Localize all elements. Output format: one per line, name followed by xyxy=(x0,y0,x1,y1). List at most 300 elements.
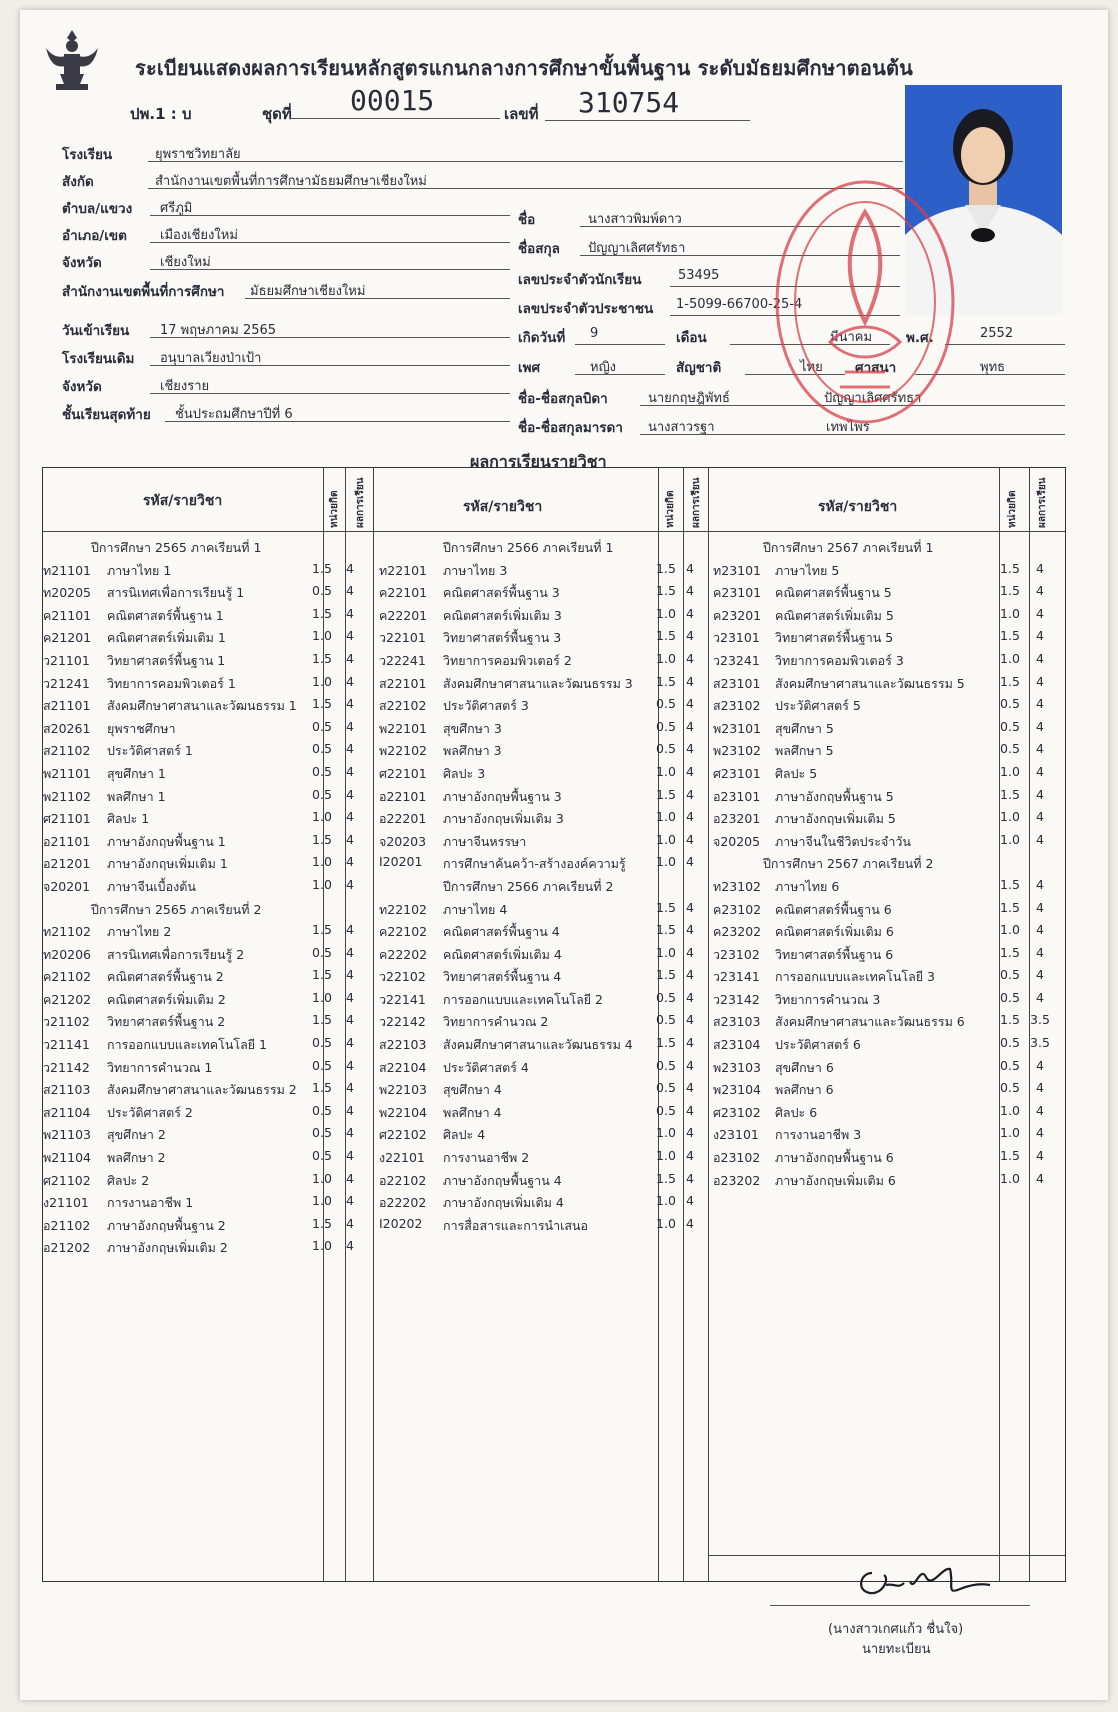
subject-code: อ23101 xyxy=(713,788,761,804)
subject-grade: 4 xyxy=(1036,922,1044,938)
results-column-3 xyxy=(713,538,1065,1193)
subject-code: ว21102 xyxy=(43,1014,90,1030)
subject-credit: 1.0 xyxy=(1000,922,1020,938)
subject-grade: 4 xyxy=(1036,1170,1044,1186)
subject-credit: 0.5 xyxy=(312,1102,332,1118)
sex-value: หญิง xyxy=(590,360,616,375)
subject-credit: 1.0 xyxy=(1000,605,1020,621)
subject-name: ภาษาอังกฤษเพิ่มเติม 4 xyxy=(443,1195,564,1211)
subject-grade: 3.5 xyxy=(1030,1012,1050,1028)
subject-row xyxy=(713,719,1065,742)
subdistrict-underline xyxy=(150,215,510,216)
subject-row xyxy=(713,900,1065,923)
subject-name: คณิตศาสตร์พื้นฐาน 1 xyxy=(107,607,224,623)
subject-grade: 4 xyxy=(1036,560,1044,576)
subject-name: ภาษาอังกฤษเพิ่มเติม 3 xyxy=(443,811,564,827)
father-surname-value: ปัญญาเลิศศรัทธา xyxy=(824,391,922,406)
subject-credit: 1.0 xyxy=(1000,1102,1020,1118)
subject-grade: 4 xyxy=(346,922,354,938)
subject-credit: 0.5 xyxy=(1000,1035,1020,1051)
subject-code: ว21142 xyxy=(43,1059,90,1075)
subject-name: การออกแบบและเทคโนโลยี 1 xyxy=(107,1037,267,1053)
subject-row xyxy=(713,787,1065,810)
subject-credit: 1.5 xyxy=(656,786,676,802)
subject-name: การงานอาชีพ 3 xyxy=(775,1127,862,1143)
subject-credit: 0.5 xyxy=(1000,1057,1020,1073)
subject-credit: 1.0 xyxy=(656,1125,676,1141)
subject-credit: 0.5 xyxy=(1000,696,1020,712)
subject-row xyxy=(43,1058,373,1081)
subject-name: ภาษาไทย 6 xyxy=(775,878,840,894)
subject-grade: 4 xyxy=(346,1102,354,1118)
subject-name: สุขศึกษา 3 xyxy=(443,720,502,736)
subject-credit: 1.5 xyxy=(656,673,676,689)
results-column-1 xyxy=(43,538,373,1261)
subject-code: ค22101 xyxy=(379,585,428,601)
subject-credit: 1.5 xyxy=(656,628,676,644)
subject-credit: 1.0 xyxy=(1000,650,1020,666)
subject-name: สุขศึกษา 1 xyxy=(107,765,166,781)
subject-row xyxy=(379,854,709,877)
subject-code: ส21104 xyxy=(43,1104,91,1120)
subject-code: อ23102 xyxy=(713,1150,761,1166)
subject-credit: 0.5 xyxy=(656,741,676,757)
col-grade-header: ผลการเรียน xyxy=(1037,477,1048,528)
birth-day-value: 9 xyxy=(590,326,599,341)
subject-credit: 1.0 xyxy=(312,854,332,870)
subject-credit: 0.5 xyxy=(656,1057,676,1073)
subject-credit: 1.5 xyxy=(1000,876,1020,892)
subject-name: ประวัติศาสตร์ 3 xyxy=(443,698,529,714)
district-value: เมืองเชียงใหม่ xyxy=(160,228,238,243)
subject-credit: 1.5 xyxy=(656,967,676,983)
subject-row xyxy=(379,990,709,1013)
subject-name: สุขศึกษา 5 xyxy=(775,720,834,736)
subject-credit: 1.0 xyxy=(312,628,332,644)
subject-code: ศ21101 xyxy=(43,811,91,827)
subject-credit: 0.5 xyxy=(1000,718,1020,734)
subject-code: จ20201 xyxy=(43,878,91,894)
birth-year-underline xyxy=(945,344,1065,345)
subject-name: สังคมศึกษาศาสนาและวัฒนธรรม 5 xyxy=(775,675,965,691)
subject-code: ส23102 xyxy=(713,698,761,714)
subject-credit: 1.0 xyxy=(1000,1170,1020,1186)
subject-name: สุขศึกษา 2 xyxy=(107,1127,166,1143)
subject-code: ท23102 xyxy=(713,878,762,894)
subject-name: คณิตศาสตร์พื้นฐาน 2 xyxy=(107,969,224,985)
subject-row xyxy=(43,990,373,1013)
table-header-divider xyxy=(43,531,1065,532)
subject-credit: 1.5 xyxy=(1000,628,1020,644)
subject-name: คณิตศาสตร์พื้นฐาน 6 xyxy=(775,901,892,917)
subject-grade: 4 xyxy=(686,696,694,712)
term-label: ปีการศึกษา 2565 ภาคเรียนที่ 1 xyxy=(91,540,262,555)
subject-grade: 4 xyxy=(346,1170,354,1186)
subject-grade: 4 xyxy=(1036,583,1044,599)
subject-grade: 4 xyxy=(686,1012,694,1028)
subject-name: สังคมศึกษาศาสนาและวัฒนธรรม 1 xyxy=(107,698,297,714)
subject-code: พ22101 xyxy=(379,720,428,736)
subject-name: การออกแบบและเทคโนโลยี 2 xyxy=(443,991,603,1007)
school-label: โรงเรียน xyxy=(62,147,113,163)
subject-credit: 1.0 xyxy=(656,944,676,960)
subject-grade: 4 xyxy=(686,1102,694,1118)
registrar-title: นายทะเบียน xyxy=(862,1642,931,1657)
subject-row xyxy=(713,606,1065,629)
subject-credit: 1.5 xyxy=(1000,673,1020,689)
term-header xyxy=(379,877,709,900)
prev-province-value: เชียงราย xyxy=(160,379,210,394)
subject-credit: 1.5 xyxy=(312,922,332,938)
subject-name: วิทยาศาสตร์พื้นฐาน 5 xyxy=(775,630,894,646)
subject-credit: 1.5 xyxy=(656,922,676,938)
subject-name: คณิตศาสตร์เพิ่มเติม 2 xyxy=(107,991,226,1007)
subject-code: พ22102 xyxy=(379,743,428,759)
subject-grade: 4 xyxy=(686,628,694,644)
birth-year-value: 2552 xyxy=(980,326,1014,341)
subject-name: การงานอาชีพ 2 xyxy=(443,1150,530,1166)
subject-credit: 0.5 xyxy=(1000,741,1020,757)
subject-row xyxy=(379,832,709,855)
subject-row xyxy=(379,1012,709,1035)
subject-row xyxy=(713,1103,1065,1126)
subject-grade: 4 xyxy=(686,741,694,757)
subject-grade: 4 xyxy=(1036,696,1044,712)
subject-row xyxy=(379,1148,709,1171)
prev-school-value: อนุบาลเวียงป่าเป้า xyxy=(160,351,262,366)
subject-name: ภาษาอังกฤษพื้นฐาน 5 xyxy=(775,788,894,804)
student-id-label: เลขประจำตัวนักเรียน xyxy=(518,272,642,288)
subject-credit: 1.0 xyxy=(656,831,676,847)
col-credit-header: หน่วยกิต xyxy=(1007,490,1018,528)
subject-name: คณิตศาสตร์เพิ่มเติม 3 xyxy=(443,607,562,623)
subject-row xyxy=(379,696,709,719)
subject-code: ท23101 xyxy=(713,562,762,578)
garuda-emblem-icon xyxy=(42,26,102,96)
subject-grade: 4 xyxy=(346,854,354,870)
province-underline xyxy=(150,269,510,270)
subject-row xyxy=(43,1012,373,1035)
subject-code: ค23202 xyxy=(713,924,762,940)
subject-row xyxy=(713,674,1065,697)
col-credit-header: หน่วยกิต xyxy=(329,490,340,528)
mother-label: ชื่อ-ชื่อสกุลมารดา xyxy=(518,420,623,436)
subject-code: ว22241 xyxy=(379,652,426,668)
subject-grade: 4 xyxy=(686,1080,694,1096)
subject-grade: 4 xyxy=(686,944,694,960)
subject-code: ค21201 xyxy=(43,630,92,646)
subject-name: ภาษาไทย 1 xyxy=(107,562,172,578)
subject-row xyxy=(43,674,373,697)
subject-code: ว21241 xyxy=(43,675,90,691)
subject-credit: 0.5 xyxy=(1000,989,1020,1005)
term-header xyxy=(379,538,709,561)
subject-row xyxy=(713,832,1065,855)
subject-credit: 0.5 xyxy=(312,786,332,802)
mother-surname-value: เทพไพร xyxy=(826,420,870,435)
subject-name: การสื่อสารและการนำเสนอ xyxy=(443,1217,589,1233)
district-underline xyxy=(150,242,510,243)
col-credit-header: หน่วยกิต xyxy=(665,490,676,528)
col-subject-header: รหัส/รายวิชา xyxy=(463,499,543,515)
subject-grade: 4 xyxy=(686,989,694,1005)
subject-code: อ23202 xyxy=(713,1172,761,1188)
subject-grade: 4 xyxy=(346,650,354,666)
subject-code: พ23103 xyxy=(713,1059,762,1075)
subject-credit: 0.5 xyxy=(656,696,676,712)
subject-row xyxy=(379,900,709,923)
subject-code: อ22102 xyxy=(379,1172,427,1188)
subject-grade: 4 xyxy=(1036,1125,1044,1141)
prev-school-label: โรงเรียนเดิม xyxy=(62,351,135,367)
student-id-value: 53495 xyxy=(678,268,720,283)
subject-grade: 4 xyxy=(1036,1057,1044,1073)
surname-value: ปัญญาเลิศศรัทธา xyxy=(588,241,686,256)
subject-grade: 4 xyxy=(686,605,694,621)
subject-row xyxy=(43,719,373,742)
subject-grade: 4 xyxy=(346,560,354,576)
subject-name: พลศึกษา 5 xyxy=(775,743,834,759)
subdistrict-value: ศรีภูมิ xyxy=(160,201,193,216)
subject-row xyxy=(379,674,709,697)
subject-credit: 1.5 xyxy=(656,899,676,915)
subject-row xyxy=(713,764,1065,787)
subject-code: ว23141 xyxy=(713,969,760,985)
subject-code: ท21101 xyxy=(43,562,92,578)
subject-grade: 4 xyxy=(346,628,354,644)
subject-code: พ23104 xyxy=(713,1082,762,1098)
term-label: ปีการศึกษา 2567 ภาคเรียนที่ 1 xyxy=(763,540,934,555)
subject-credit: 1.5 xyxy=(312,650,332,666)
subject-credit: 0.5 xyxy=(656,989,676,1005)
subject-credit: 1.5 xyxy=(1000,944,1020,960)
subject-code: ว23142 xyxy=(713,991,760,1007)
subject-code: ส22101 xyxy=(379,675,427,691)
subject-row xyxy=(713,696,1065,719)
subdistrict-label: ตำบล/แขวง xyxy=(62,201,133,217)
subject-credit: 1.0 xyxy=(312,673,332,689)
subject-credit: 1.5 xyxy=(656,1170,676,1186)
subject-credit: 1.5 xyxy=(656,1035,676,1051)
subject-row xyxy=(713,877,1065,900)
signature-line xyxy=(770,1605,1030,1606)
subject-name: ยุพราชศึกษา xyxy=(107,720,176,736)
subject-name: สุขศึกษา 6 xyxy=(775,1059,834,1075)
subject-grade: 4 xyxy=(346,944,354,960)
subject-code: ค22202 xyxy=(379,946,428,962)
subject-name: วิทยาศาสตร์พื้นฐาน 2 xyxy=(107,1014,226,1030)
subject-credit: 0.5 xyxy=(312,741,332,757)
subject-row xyxy=(713,1171,1065,1194)
province-value: เชียงใหม่ xyxy=(160,255,211,270)
subject-name: ภาษาอังกฤษเพิ่มเติม 2 xyxy=(107,1240,228,1256)
form-label: ปพ.1 : บ xyxy=(130,105,192,123)
subject-row xyxy=(379,628,709,651)
subject-code: อ23201 xyxy=(713,811,761,827)
subject-name: วิทยาศาสตร์พื้นฐาน 3 xyxy=(443,630,562,646)
year-label: พ.ศ. xyxy=(906,330,934,346)
subject-code: อ21202 xyxy=(43,1240,91,1256)
subject-code: จ20203 xyxy=(379,833,427,849)
subject-code: ท22101 xyxy=(379,562,428,578)
mother-underline xyxy=(640,434,1065,435)
subject-row xyxy=(43,651,373,674)
subject-grade: 4 xyxy=(1036,673,1044,689)
subject-credit: 1.0 xyxy=(312,1170,332,1186)
subject-grade: 4 xyxy=(686,1035,694,1051)
subject-credit: 1.5 xyxy=(1000,1012,1020,1028)
sex-underline xyxy=(575,374,665,375)
last-level-label: ชั้นเรียนสุดท้าย xyxy=(62,407,151,423)
results-table xyxy=(42,467,1066,1582)
subject-row xyxy=(379,922,709,945)
subject-name: สังคมศึกษาศาสนาและวัฒนธรรม 2 xyxy=(107,1082,297,1098)
subject-code: ส23104 xyxy=(713,1037,761,1053)
subject-grade: 4 xyxy=(1036,831,1044,847)
affiliation-label: สังกัด xyxy=(62,174,94,190)
subject-grade: 4 xyxy=(686,650,694,666)
subject-grade: 4 xyxy=(686,583,694,599)
subject-credit: 0.5 xyxy=(656,1080,676,1096)
subject-grade: 4 xyxy=(1036,967,1044,983)
subject-credit: 1.0 xyxy=(656,809,676,825)
subject-name: ภาษาอังกฤษเพิ่มเติม 1 xyxy=(107,856,228,872)
subject-name: สารนิเทศเพื่อการเรียนรู้ 1 xyxy=(107,585,245,601)
col-subject-header: รหัส/รายวิชา xyxy=(818,499,898,515)
nationality-label: สัญชาติ xyxy=(676,360,722,376)
subject-row xyxy=(43,764,373,787)
prev-province-label: จังหวัด xyxy=(62,379,102,395)
subject-grade: 4 xyxy=(1036,809,1044,825)
mother-name-value: นางสาวรฐา xyxy=(648,420,715,435)
subject-credit: 1.0 xyxy=(312,989,332,1005)
subject-grade: 3.5 xyxy=(1030,1035,1050,1051)
subject-code: ว23102 xyxy=(713,946,760,962)
set-number-underline xyxy=(290,118,500,119)
subject-name: ภาษาอังกฤษพื้นฐาน 1 xyxy=(107,833,226,849)
subject-credit: 0.5 xyxy=(656,1102,676,1118)
district-label: อำเภอ/เขต xyxy=(62,228,127,244)
subject-grade: 4 xyxy=(686,763,694,779)
subject-grade: 4 xyxy=(686,718,694,734)
subject-name: การงานอาชีพ 1 xyxy=(107,1195,194,1211)
affiliation-value: สำนักงานเขตพื้นที่การศึกษามัธยมศึกษาเชียงใหม่ xyxy=(155,174,427,189)
set-number: 00015 xyxy=(350,84,435,117)
religion-label: ศาสนา xyxy=(855,360,897,376)
subject-code: ว22102 xyxy=(379,969,426,985)
subject-name: ศิลปะ 4 xyxy=(443,1127,486,1143)
subject-row xyxy=(379,1125,709,1148)
subject-name: ประวัติศาสตร์ 2 xyxy=(107,1104,193,1120)
subject-name: วิทยาการคอมพิวเตอร์ 3 xyxy=(775,652,904,668)
subject-grade: 4 xyxy=(346,696,354,712)
results-section-title: ผลการเรียนรายวิชา xyxy=(470,452,607,471)
subject-row xyxy=(713,967,1065,990)
province-label: จังหวัด xyxy=(62,255,102,271)
subject-row xyxy=(379,606,709,629)
name-label: ชื่อ xyxy=(518,212,536,228)
subject-row xyxy=(43,854,373,877)
birth-month-value: มีนาคม xyxy=(830,330,873,345)
subject-grade: 4 xyxy=(346,718,354,734)
subject-credit: 1.0 xyxy=(312,1193,332,1209)
subject-row xyxy=(379,1080,709,1103)
term-header xyxy=(713,854,1065,877)
subject-grade: 4 xyxy=(346,605,354,621)
subject-code: ศ23102 xyxy=(713,1104,761,1120)
subject-grade: 4 xyxy=(686,899,694,915)
subject-name: ภาษาไทย 5 xyxy=(775,562,840,578)
subject-grade: 4 xyxy=(346,673,354,689)
subject-name: คณิตศาสตร์พื้นฐาน 3 xyxy=(443,585,560,601)
subject-code: ค22102 xyxy=(379,924,428,940)
subject-row xyxy=(713,809,1065,832)
subject-code: พ23101 xyxy=(713,720,762,736)
subject-name: การศึกษาค้นคว้า-สร้างองค์ความรู้ xyxy=(443,856,626,872)
subject-grade: 4 xyxy=(686,967,694,983)
subject-grade: 4 xyxy=(1036,605,1044,621)
subject-name: ภาษาจีนหรรษา xyxy=(443,833,527,849)
subject-credit: 1.0 xyxy=(656,1193,676,1209)
subject-grade: 4 xyxy=(346,786,354,802)
subject-name: ประวัติศาสตร์ 1 xyxy=(107,743,193,759)
subject-code: I20202 xyxy=(379,1215,423,1231)
subject-row xyxy=(713,741,1065,764)
subject-code: พ21101 xyxy=(43,765,92,781)
subject-code: พ23102 xyxy=(713,743,762,759)
subject-code: ศ22101 xyxy=(379,765,427,781)
subject-grade: 4 xyxy=(346,809,354,825)
subject-credit: 0.5 xyxy=(312,583,332,599)
subject-row xyxy=(379,1035,709,1058)
subject-name: ภาษาอังกฤษเพิ่มเติม 6 xyxy=(775,1172,896,1188)
school-value: ยุพราชวิทยาลัย xyxy=(155,147,241,162)
subject-grade: 4 xyxy=(686,854,694,870)
subject-code: ง22101 xyxy=(379,1150,425,1166)
entry-date-label: วันเข้าเรียน xyxy=(62,323,130,339)
set-label: ชุดที่ xyxy=(262,105,292,123)
subject-row xyxy=(713,945,1065,968)
subject-grade: 4 xyxy=(346,1035,354,1051)
father-name-value: นายกฤษฎิพัทธ์ xyxy=(648,391,730,406)
subject-code: ศ23101 xyxy=(713,765,761,781)
subject-row xyxy=(379,1058,709,1081)
subject-row xyxy=(43,1193,373,1216)
subject-grade: 4 xyxy=(346,1238,354,1254)
subject-row xyxy=(43,1238,373,1261)
subject-name: ภาษาจีนเบื้องต้น xyxy=(107,878,196,894)
subject-row xyxy=(43,696,373,719)
name-value: นางสาวพิมพ์ดาว xyxy=(588,212,682,227)
subject-grade: 4 xyxy=(686,809,694,825)
subject-code: อ21201 xyxy=(43,856,91,872)
subject-credit: 1.5 xyxy=(656,583,676,599)
area-office-value: มัธยมศึกษาเชียงใหม่ xyxy=(250,284,366,299)
subject-name: คณิตศาสตร์เพิ่มเติม 6 xyxy=(775,924,894,940)
subject-credit: 0.5 xyxy=(312,944,332,960)
subject-grade: 4 xyxy=(686,1193,694,1209)
subject-name: วิทยาการคำนวณ 2 xyxy=(443,1014,549,1030)
subject-grade: 4 xyxy=(346,831,354,847)
area-office-label: สำนักงานเขตพื้นที่การศึกษา xyxy=(62,284,225,300)
subject-grade: 4 xyxy=(686,1148,694,1164)
subject-row xyxy=(379,561,709,584)
last-level-value: ชั้นประถมศึกษาปีที่ 6 xyxy=(175,407,293,422)
subject-row xyxy=(43,561,373,584)
document-title: ระเบียนแสดงผลการเรียนหลักสูตรแกนกลางการศึกษาขั้นพื้นฐาน ระดับมัธยมศึกษาตอนต้น xyxy=(135,56,914,80)
subject-code: ส22104 xyxy=(379,1059,427,1075)
subject-code: ศ21102 xyxy=(43,1172,91,1188)
